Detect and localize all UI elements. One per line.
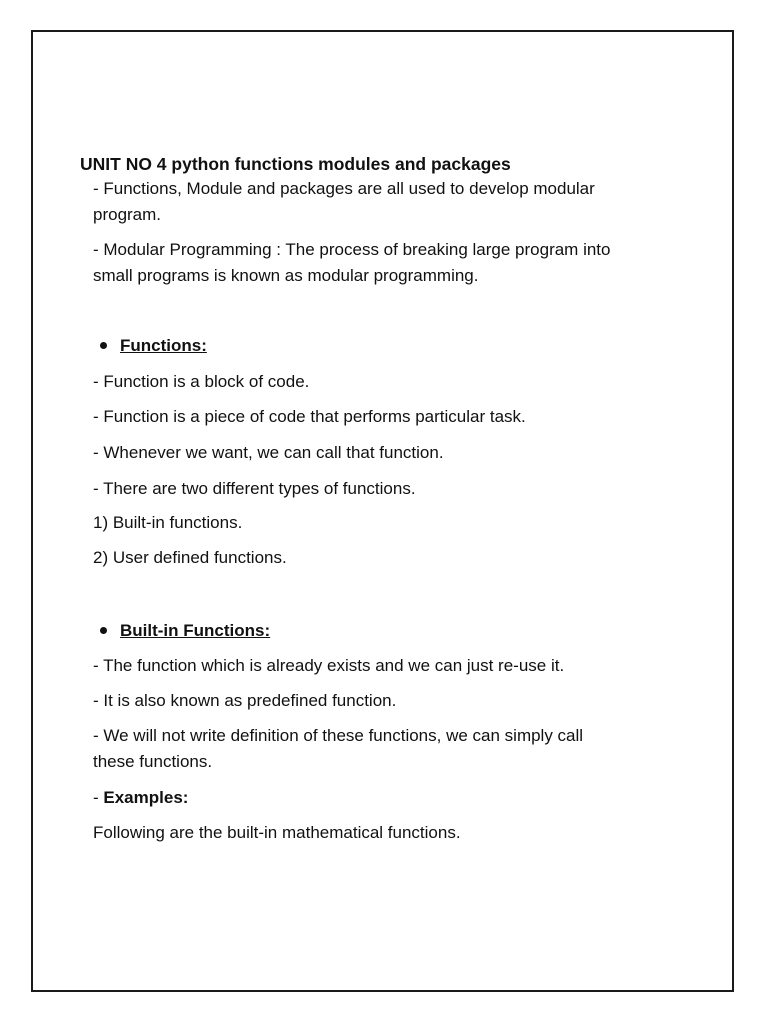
bullet-icon bbox=[100, 342, 107, 349]
unit-title: UNIT NO 4 python functions modules and packages bbox=[80, 154, 511, 174]
functions-item: 1) Built-in functions. bbox=[93, 513, 243, 532]
examples-prefix: - bbox=[93, 788, 104, 807]
examples-line bbox=[93, 785, 188, 811]
functions-item: - There are two different types of functions. bbox=[93, 479, 416, 498]
functions-heading: Functions: bbox=[120, 336, 207, 355]
functions-item: 2) User defined functions. bbox=[93, 548, 287, 567]
examples-label: Examples: bbox=[103, 788, 189, 807]
functions-item: - Whenever we want, we can call that function. bbox=[93, 443, 444, 462]
intro-line-1: - Functions, Module and packages are all used to develop modular bbox=[93, 179, 595, 198]
following-line: Following are the built-in mathematical functions. bbox=[93, 823, 461, 842]
builtin-item: - It is also known as predefined function. bbox=[93, 691, 397, 710]
bullet-icon bbox=[100, 627, 107, 634]
functions-item: - Function is a block of code. bbox=[93, 372, 310, 391]
builtin-item: - The function which is already exists and we can just re-use it. bbox=[93, 656, 565, 675]
intro-line-3: - Modular Programming : The process of breaking large program into bbox=[93, 240, 611, 259]
builtin-item: these functions. bbox=[93, 752, 213, 771]
intro-line-2: program. bbox=[93, 205, 162, 224]
functions-item: - Function is a piece of code that performs particular task. bbox=[93, 407, 526, 426]
builtin-heading: Built-in Functions: bbox=[120, 621, 271, 640]
intro-line-4: small programs is known as modular programming. bbox=[93, 266, 479, 285]
builtin-item: - We will not write definition of these functions, we can simply call bbox=[93, 726, 584, 745]
